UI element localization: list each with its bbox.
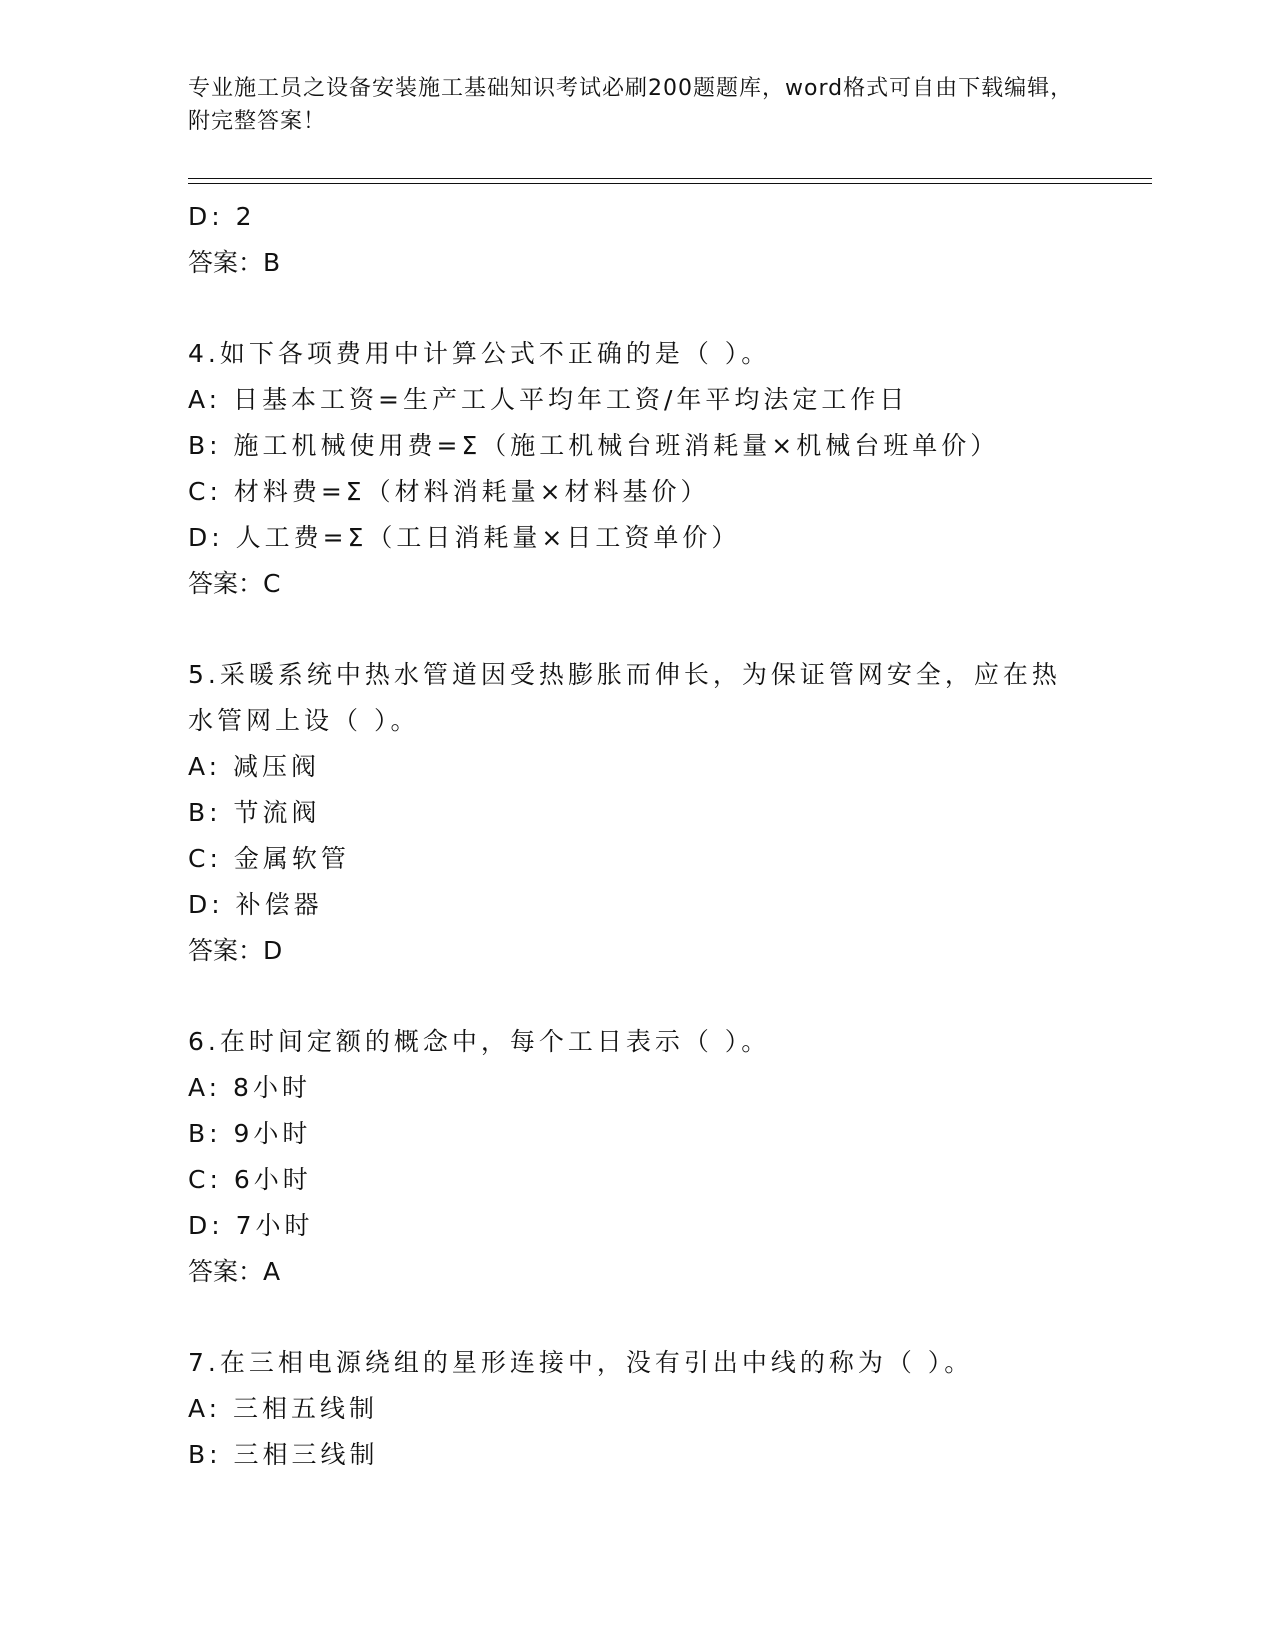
option-a: A: 8小时 [188,1073,311,1102]
question-title: 5.采暖系统中热水管道因受热膨胀而伸长，为保证管网安全，应在热水管网上设（ ）。 [188,660,1061,735]
document-body [188,194,1152,1478]
question-title: 7.在三相电源绕组的星形连接中，没有引出中线的称为（ ）。 [188,1348,974,1377]
page-header: 专业施工员之设备安装施工基础知识考试必刷200题题库，word格式可自由下载编辑，附完整答案！ [188,76,1074,134]
option-a: A: 减压阀 [188,752,321,781]
option-d: D: 7小时 [188,1211,314,1240]
option-c: C: 材料费=Σ（材料消耗量×材料基价） [188,477,710,506]
question-title: 4.如下各项费用中计算公式不正确的是（ ）。 [188,339,771,368]
header-rule-top [188,178,1152,179]
answer: 答案：C [188,569,281,598]
question-title: 6.在时间定额的概念中，每个工日表示（ ）。 [188,1027,771,1056]
header-rule-bottom [188,183,1152,184]
option-b: B: 节流阀 [188,798,321,827]
question-5 [188,652,1152,974]
answer: 答案：B [188,248,281,277]
answer: 答案：D [188,936,283,965]
option-a: A: 日基本工资=生产工人平均年工资/年平均法定工作日 [188,385,909,414]
question-4 [188,331,1152,607]
answer: 答案：A [188,1257,281,1286]
option-a: A: 三相五线制 [188,1394,379,1423]
option-c: C: 金属软管 [188,844,350,873]
option-d: D: 人工费=Σ（工日消耗量×日工资单价） [188,523,741,552]
question-3-continuation [188,194,1152,286]
option-b: B: 施工机械使用费=Σ（施工机械台班消耗量×机械台班单价） [188,431,1000,460]
option-b: B: 三相三线制 [188,1440,379,1469]
question-7 [188,1340,1152,1478]
option-d: D: 2 [188,202,256,231]
option-c: C: 6小时 [188,1165,312,1194]
option-d: D: 补偿器 [188,890,323,919]
question-6 [188,1019,1152,1295]
option-b: B: 9小时 [188,1119,312,1148]
